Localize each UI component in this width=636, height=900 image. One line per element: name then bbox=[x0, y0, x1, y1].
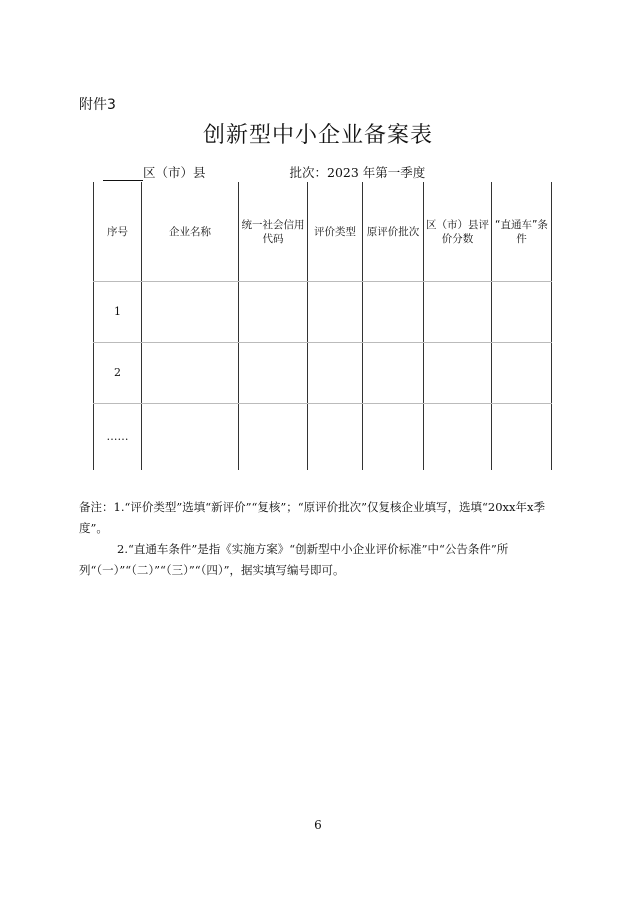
attachment-label: 附件3 bbox=[79, 97, 116, 113]
row-index-cell: …… bbox=[94, 404, 142, 471]
note-line-1: 备注：1.“评价类型”选填“新评价”“复核”；“原评价批次”仅复核企业填写，选填“20xx年x季度”。 bbox=[79, 500, 545, 535]
table-cell bbox=[239, 282, 308, 343]
document-title: 创新型中小企业备案表 bbox=[202, 123, 433, 148]
table-cell bbox=[239, 343, 308, 404]
header-cell: “直通车”条件 bbox=[492, 182, 552, 282]
row-index-cell: 1 bbox=[94, 282, 142, 343]
batch-label: 批次：2023 年第一季度 bbox=[289, 165, 426, 180]
page-number: 6 bbox=[314, 818, 322, 832]
table-cell bbox=[363, 343, 424, 404]
header-cell: 区（市）县评价分数 bbox=[424, 182, 492, 282]
table-cell bbox=[308, 282, 363, 343]
note-line-2: 2.“直通车条件”是指《实施方案》“创新型中小企业评价标准”中“公告条件”所列“（一）”“（二）”“（三）”“（四）”，据实填写编号即可。 bbox=[79, 542, 509, 577]
header-cell: 评价类型 bbox=[308, 182, 363, 282]
table-cell bbox=[239, 404, 308, 471]
table-cell bbox=[308, 343, 363, 404]
header-cell: 序号 bbox=[94, 182, 142, 282]
header-cell: 企业名称 bbox=[142, 182, 239, 282]
header-cell: 原评价批次 bbox=[363, 182, 424, 282]
table-cell bbox=[142, 282, 239, 343]
table-cell bbox=[142, 343, 239, 404]
row-index-cell: 2 bbox=[94, 343, 142, 404]
table-cell bbox=[492, 343, 552, 404]
region-blank bbox=[103, 166, 143, 181]
table-cell bbox=[424, 282, 492, 343]
table-cell bbox=[308, 404, 363, 471]
table-cell bbox=[492, 404, 552, 471]
notes-section bbox=[79, 497, 559, 581]
table-row bbox=[94, 282, 552, 343]
table-cell bbox=[424, 343, 492, 404]
region-suffix: 区（市）县 bbox=[143, 165, 206, 180]
table-row bbox=[94, 343, 552, 404]
header-cell: 统一社会信用代码 bbox=[239, 182, 308, 282]
table-cell bbox=[492, 282, 552, 343]
table-cell bbox=[363, 282, 424, 343]
table-cell bbox=[424, 404, 492, 471]
table-cell bbox=[142, 404, 239, 471]
table-row bbox=[94, 404, 552, 471]
table-cell bbox=[363, 404, 424, 471]
table-header-row bbox=[94, 182, 552, 282]
form-meta bbox=[103, 163, 425, 181]
record-table bbox=[93, 182, 552, 470]
